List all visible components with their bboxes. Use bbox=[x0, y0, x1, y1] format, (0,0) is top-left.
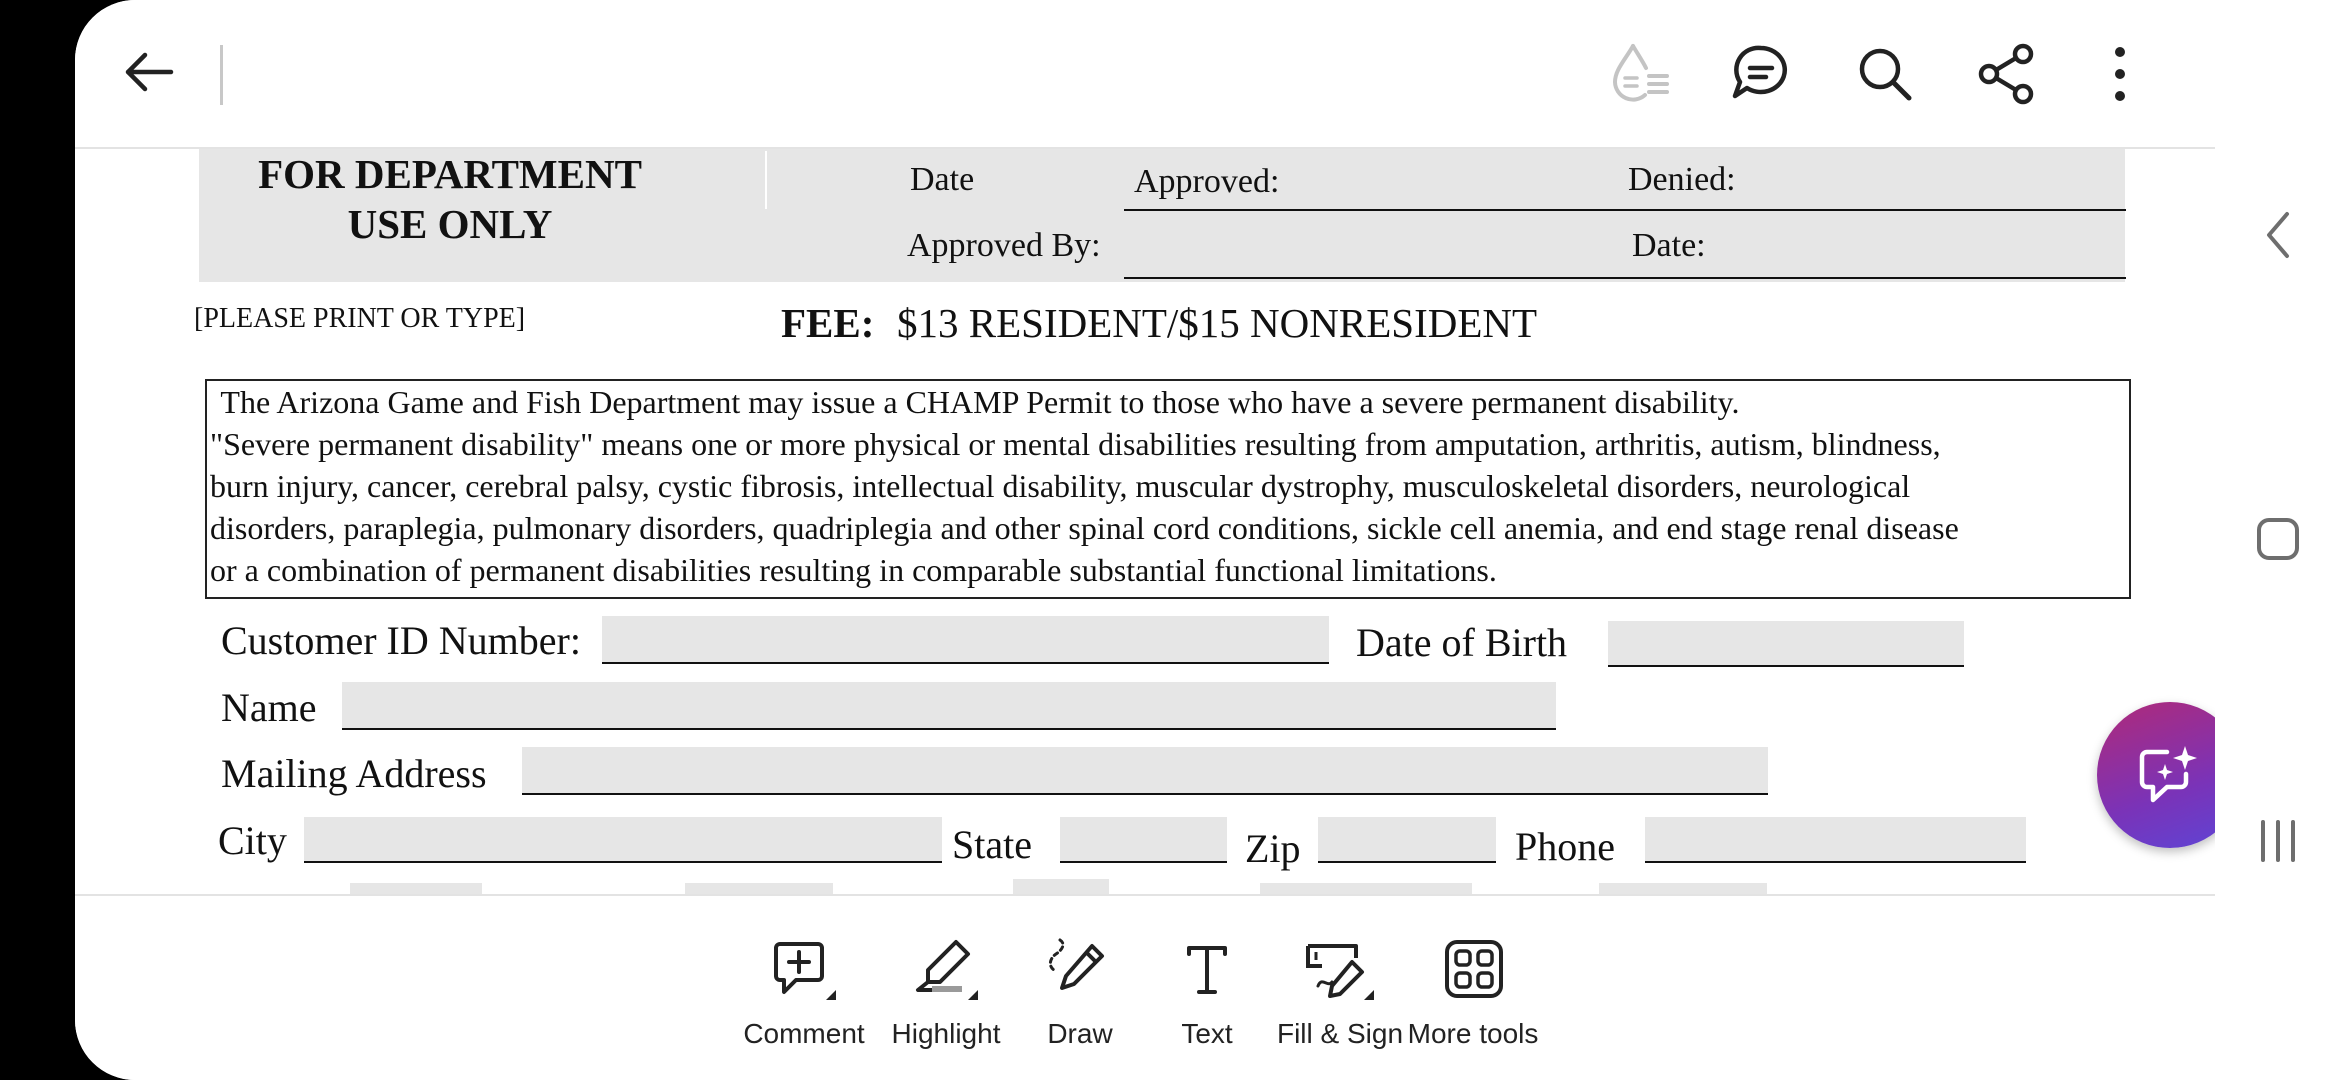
bottom-toolbar bbox=[75, 894, 2215, 1080]
nav-home-icon[interactable] bbox=[2255, 516, 2301, 562]
state-label: State bbox=[952, 822, 1032, 867]
customer-id-field[interactable] bbox=[602, 616, 1329, 664]
department-use-heading: FOR DEPARTMENT USE ONLY bbox=[258, 151, 642, 247]
fee-text: $13 RESIDENT/$15 NONRESIDENT bbox=[897, 300, 1538, 346]
fill-sign-tool-label: Fill & Sign bbox=[1276, 1018, 1404, 1049]
state-field[interactable] bbox=[1060, 817, 1227, 863]
info-line: "Severe permanent disability" means one or more physical or mental disabilities resulting from amputation, arthritis, autism, blindness, bbox=[210, 426, 1941, 462]
pdf-viewer-app bbox=[75, 0, 2215, 1080]
more-tools-grid-icon bbox=[1433, 936, 1513, 1006]
approved-label: Approved: bbox=[1134, 163, 1280, 200]
add-comment-icon bbox=[764, 936, 844, 1006]
ai-assistant-icon bbox=[2137, 744, 2203, 806]
partial-field[interactable] bbox=[1599, 883, 1767, 894]
customer-id-label: Customer ID Number: bbox=[221, 618, 581, 663]
mailing-address-field[interactable] bbox=[522, 747, 1768, 795]
partial-field[interactable] bbox=[1260, 883, 1472, 894]
partial-field[interactable] bbox=[350, 883, 482, 894]
fill-sign-icon bbox=[1300, 936, 1380, 1006]
date2-label: Date: bbox=[1632, 227, 1706, 264]
fee-label: FEE: bbox=[781, 300, 875, 346]
search-icon[interactable] bbox=[1855, 44, 1915, 104]
city-label: City bbox=[218, 818, 287, 863]
top-app-bar bbox=[75, 0, 2215, 149]
text-tool-button[interactable] bbox=[1132, 936, 1282, 1056]
comments-icon[interactable] bbox=[1729, 42, 1793, 106]
highlighter-icon bbox=[906, 936, 986, 1006]
liquid-mode-icon[interactable] bbox=[1605, 40, 1675, 110]
department-header-divider bbox=[765, 151, 767, 209]
nav-recents-icon[interactable] bbox=[2255, 816, 2301, 866]
nav-back-icon[interactable] bbox=[2263, 210, 2293, 260]
date-of-birth-field[interactable] bbox=[1608, 621, 1964, 667]
title-divider bbox=[220, 45, 223, 105]
date-label: Date bbox=[910, 161, 975, 198]
back-arrow-icon[interactable] bbox=[119, 42, 179, 102]
city-field[interactable] bbox=[304, 817, 942, 863]
mailing-address-label: Mailing Address bbox=[221, 751, 487, 796]
text-icon bbox=[1167, 936, 1247, 1006]
more-tools-button[interactable] bbox=[1398, 936, 1548, 1056]
highlight-tool-label: Highlight bbox=[891, 1018, 1001, 1049]
approved-by-line bbox=[1124, 277, 2126, 279]
text-tool-label: Text bbox=[1181, 1018, 1233, 1049]
info-line: burn injury, cancer, cerebral palsy, cystic fibrosis, intellectual disability, muscular dystrophy, musculoskeletal disorders, neurological bbox=[210, 468, 1911, 504]
draw-pen-icon bbox=[1040, 936, 1120, 1006]
info-line: or a combination of permanent disabilities resulting in comparable substantial functional limitations. bbox=[210, 552, 1497, 588]
info-line: disorders, paraplegia, pulmonary disorders, quadriplegia and other spinal cord conditions, sickle cell anemia, and end stage renal disease bbox=[210, 510, 1959, 546]
more-vertical-icon[interactable] bbox=[2105, 42, 2135, 106]
comment-tool-label: Comment bbox=[743, 1018, 865, 1049]
highlight-tool-button[interactable] bbox=[871, 936, 1021, 1056]
print-note: [PLEASE PRINT OR TYPE] bbox=[194, 303, 526, 334]
name-label: Name bbox=[221, 685, 317, 730]
partial-field[interactable] bbox=[1013, 879, 1109, 894]
date-of-birth-label: Date of Birth bbox=[1356, 620, 1568, 665]
zip-field[interactable] bbox=[1318, 817, 1496, 863]
phone-field[interactable] bbox=[1645, 817, 2026, 863]
denied-label: Denied: bbox=[1628, 161, 1736, 198]
info-line: The Arizona Game and Fish Department may issue a CHAMP Permit to those who have a severe permanent disability. bbox=[213, 384, 1740, 420]
fill-sign-tool-button[interactable] bbox=[1265, 936, 1415, 1056]
system-navigation-bar bbox=[2215, 0, 2340, 1080]
approved-by-label: Approved By: bbox=[907, 227, 1101, 264]
name-field[interactable] bbox=[342, 682, 1556, 730]
approved-line bbox=[1124, 209, 2126, 211]
more-tools-label: More tools bbox=[1407, 1018, 1539, 1049]
share-icon[interactable] bbox=[1975, 42, 2039, 106]
comment-tool-button[interactable] bbox=[729, 936, 879, 1056]
partial-field[interactable] bbox=[685, 883, 833, 894]
draw-tool-label: Draw bbox=[1047, 1018, 1113, 1049]
phone-label: Phone bbox=[1515, 824, 1615, 869]
document-page[interactable] bbox=[75, 149, 2215, 894]
zip-label: Zip bbox=[1245, 826, 1301, 871]
